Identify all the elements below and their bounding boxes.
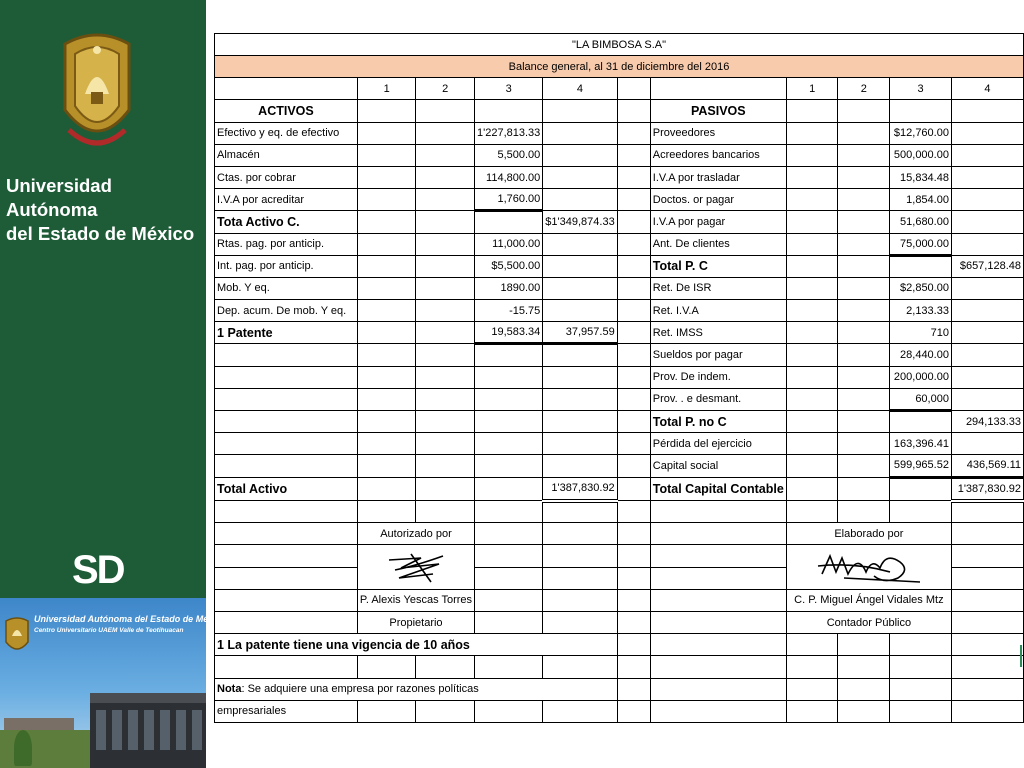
signer-name-row [215,589,1024,611]
pasivo-col4-value [951,300,1023,322]
nota-text-line1: : Se adquiere una empresa por razones políticas [241,683,479,696]
activo-label [215,388,358,410]
activo-label [215,433,358,455]
activo-col3-value: 1890.00 [475,277,543,299]
pasivo-col3-value [890,255,952,277]
pasivo-col4-value [951,322,1023,344]
pasivo-col4-value: 436,569.11 [951,455,1023,477]
pasivo-col4-value: 294,133.33 [951,411,1023,433]
activo-col3-value [475,366,543,388]
elaborado-name: C. P. Miguel Ángel Vidales Mtz [786,589,951,611]
activo-col4-value [543,411,617,433]
small-seal-icon [3,616,31,658]
pasivo-label: Ant. De clientes [650,233,786,255]
totals-row [215,477,1024,501]
table-row [215,122,1024,144]
pasivo-label: Sueldos por pagar [650,344,786,366]
pasivo-label: Total P. no C [650,411,786,433]
pasivo-col4-value: $657,128.48 [951,255,1023,277]
col-number: 4 [543,78,617,100]
table-row [215,366,1024,388]
pasivo-col4-value [951,366,1023,388]
total-capital-value: 1'387,830.92 [951,477,1023,501]
table-row [215,211,1024,233]
pasivo-label: Proveedores [650,122,786,144]
pasivo-col4-value [951,122,1023,144]
table-row [215,455,1024,477]
activo-col4-value: $1'349,874.33 [543,211,617,233]
autorizado-por-label: Autorizado por [357,523,474,545]
activo-label [215,300,358,322]
activo-label-text: Efectivo y eq. de efectivo [217,127,340,140]
pasivo-col3-value: 1,854.00 [890,189,952,211]
pasivo-col3-value: 2,133.33 [890,300,952,322]
table-row [215,277,1024,299]
activo-label-text: Int. pag. por anticip. [217,260,314,273]
table-row [215,189,1024,211]
table-row [215,233,1024,255]
pasivo-col4-value [951,433,1023,455]
heading-row [215,100,1024,122]
activo-label-text: Dep. acum. De mob. Y eq. [217,304,347,317]
signature-row-top [215,545,1024,567]
patent-footnote: 1 La patente tiene una vigencia de 10 años [215,634,618,656]
sd-logo: SD [72,548,124,592]
total-capital-label: Total Capital Contable [650,477,786,501]
activo-label [215,277,358,299]
signature-autorizado-icon [381,548,451,586]
activo-col4-value [543,388,617,410]
table-row [215,166,1024,188]
signature-header-row [215,523,1024,545]
campus-photo [0,598,227,768]
pasivo-col4-value [951,189,1023,211]
activo-col3-value: 5,500.00 [475,144,543,166]
activo-label [215,144,358,166]
col-number: 4 [951,78,1023,100]
pasivo-col4-value [951,144,1023,166]
activo-label [215,322,358,344]
activo-label [215,344,358,366]
activo-col4-value [543,433,617,455]
signer-role-row [215,612,1024,634]
pasivos-heading: PASIVOS [650,100,786,122]
nota-label: Nota [217,683,242,696]
table-row [215,388,1024,410]
pasivo-label: Prov. De indem. [650,366,786,388]
pasivo-col3-value: 15,834.48 [890,166,952,188]
col-number: 2 [416,78,475,100]
nota-row-2 [215,700,1024,722]
pasivo-label: Doctos. or pagar [650,189,786,211]
activo-col4-value [543,277,617,299]
building-windows [96,710,202,750]
activo-col4-value [543,166,617,188]
table-row [215,433,1024,455]
pasivo-col4-value [951,277,1023,299]
pasivo-label: I.V.A por trasladar [650,166,786,188]
activo-col4-value [543,366,617,388]
pasivo-label: Prov. . e desmant. [650,388,786,410]
activo-col4-value [543,255,617,277]
col-number: 1 [786,78,838,100]
activo-col4-value [543,455,617,477]
activo-col3-value: 114,800.00 [475,166,543,188]
activo-col4-value [543,344,617,366]
activo-label-prefix: 1 [217,325,224,340]
pasivo-col3-value: 51,680.00 [890,211,952,233]
activo-col3-value [475,433,543,455]
total-activo-label: Total Activo [215,477,358,501]
pasivo-col3-value: 599,965.52 [890,455,952,477]
activo-col4-value [543,233,617,255]
pasivo-col3-value: 60,000 [890,388,952,410]
autorizado-name: P. Alexis Yescas Torres [357,589,474,611]
activo-label-text: Patente [227,325,273,340]
activo-label [215,189,358,211]
activo-col3-value: 19,583.34 [475,322,543,344]
pasivo-col4-value [951,344,1023,366]
pasivo-label: Capital social [650,455,786,477]
col-number: 1 [357,78,416,100]
elaborado-role: Contador Público [786,612,951,634]
pasivo-col3-value: 163,396.41 [890,433,952,455]
pasivo-col4-value [951,166,1023,188]
activo-label [215,211,358,233]
pasivo-label: Pérdida del ejercicio [650,433,786,455]
activo-col4-value [543,189,617,211]
pasivo-col4-value [951,388,1023,410]
activo-col3-value [475,411,543,433]
col-number: 3 [475,78,543,100]
table-row [215,300,1024,322]
activo-col3-value: 11,000.00 [475,233,543,255]
pasivo-col3-value: 200,000.00 [890,366,952,388]
tree-shape [14,730,32,766]
activo-label-text: Tota Activo C. [217,214,300,229]
activo-label-text: Almacén [217,149,260,162]
activo-col4-value: 37,957.59 [543,322,617,344]
activo-label-text: Rtas. pag. por anticip. [217,238,325,251]
signature-elaborado [786,545,951,589]
activo-col3-value [475,455,543,477]
activo-label [215,166,358,188]
signature-autorizado [357,545,474,589]
activo-col3-value [475,211,543,233]
pasivo-label: Ret. I.V.A [650,300,786,322]
table-row [215,322,1024,344]
activo-col3-value [475,388,543,410]
pasivo-col3-value: 500,000.00 [890,144,952,166]
pasivo-col3-value: $12,760.00 [890,122,952,144]
nota-text-line2: empresariales [215,700,358,722]
col-number: 2 [838,78,890,100]
table-row [215,344,1024,366]
left-sidebar [0,0,227,768]
table-row [215,411,1024,433]
university-name-line1: Universidad Autónoma [6,175,112,220]
sheet-subtitle: Balance general, al 31 de diciembre del 2016 [215,56,1024,78]
table-row [215,255,1024,277]
activo-label [215,455,358,477]
activo-label [215,411,358,433]
activo-col4-value [543,144,617,166]
empty-row [215,501,1024,523]
pasivo-col3-value: 75,000.00 [890,233,952,255]
activo-label [215,366,358,388]
column-number-row [215,78,1024,100]
activo-col3-value: 1'227,813.33 [475,122,543,144]
activo-label-text: Mob. Y eq. [217,282,270,295]
pasivo-col3-value: 28,440.00 [890,344,952,366]
pasivo-col3-value: 710 [890,322,952,344]
balance-sheet-table [214,33,1024,723]
pasivo-label: Ret. De ISR [650,277,786,299]
data-rows [215,122,1024,477]
pasivo-label: Acreedores bancarios [650,144,786,166]
pasivo-label: Ret. IMSS [650,322,786,344]
activo-label-text: I.V.A por acreditar [217,193,305,206]
col-number: 3 [890,78,952,100]
pasivo-label: I.V.A por pagar [650,211,786,233]
autorizado-role: Propietario [357,612,474,634]
photo-caption-line1: Universidad Autónoma del Estado de México [34,614,227,624]
university-seal-icon [55,30,139,156]
activo-col4-value [543,122,617,144]
activo-col3-value [475,344,543,366]
pasivo-label: Total P. C [650,255,786,277]
pasivo-col4-value [951,233,1023,255]
activo-label-text: Ctas. por cobrar [217,171,296,184]
table-row [215,144,1024,166]
activo-label [215,122,358,144]
activo-col4-value [543,300,617,322]
pasivo-col3-value: $2,850.00 [890,277,952,299]
nota-line1 [215,678,618,700]
university-name-line2: del Estado de México [6,223,195,244]
photo-caption-line2: Centro Universitario UAEM Valle de Teotihuacan [34,627,184,634]
signature-elaborado-icon [814,548,924,586]
activo-col3-value: 1,760.00 [475,189,543,211]
pasivo-col4-value [951,211,1023,233]
footnote-row [215,634,1024,656]
activo-label [215,255,358,277]
university-name [6,174,202,246]
nota-row [215,678,1024,700]
empty-row [215,656,1024,678]
elaborado-por-label: Elaborado por [786,523,951,545]
company-name: "LA BIMBOSA S.A" [215,34,1024,56]
activo-col3-value: $5,500.00 [475,255,543,277]
activo-label [215,233,358,255]
green-marker [1020,645,1022,667]
activo-col3-value: -15.75 [475,300,543,322]
total-activo-value: 1'387,830.92 [543,477,617,501]
pasivo-col3-value [890,411,952,433]
activos-heading: ACTIVOS [215,100,358,122]
